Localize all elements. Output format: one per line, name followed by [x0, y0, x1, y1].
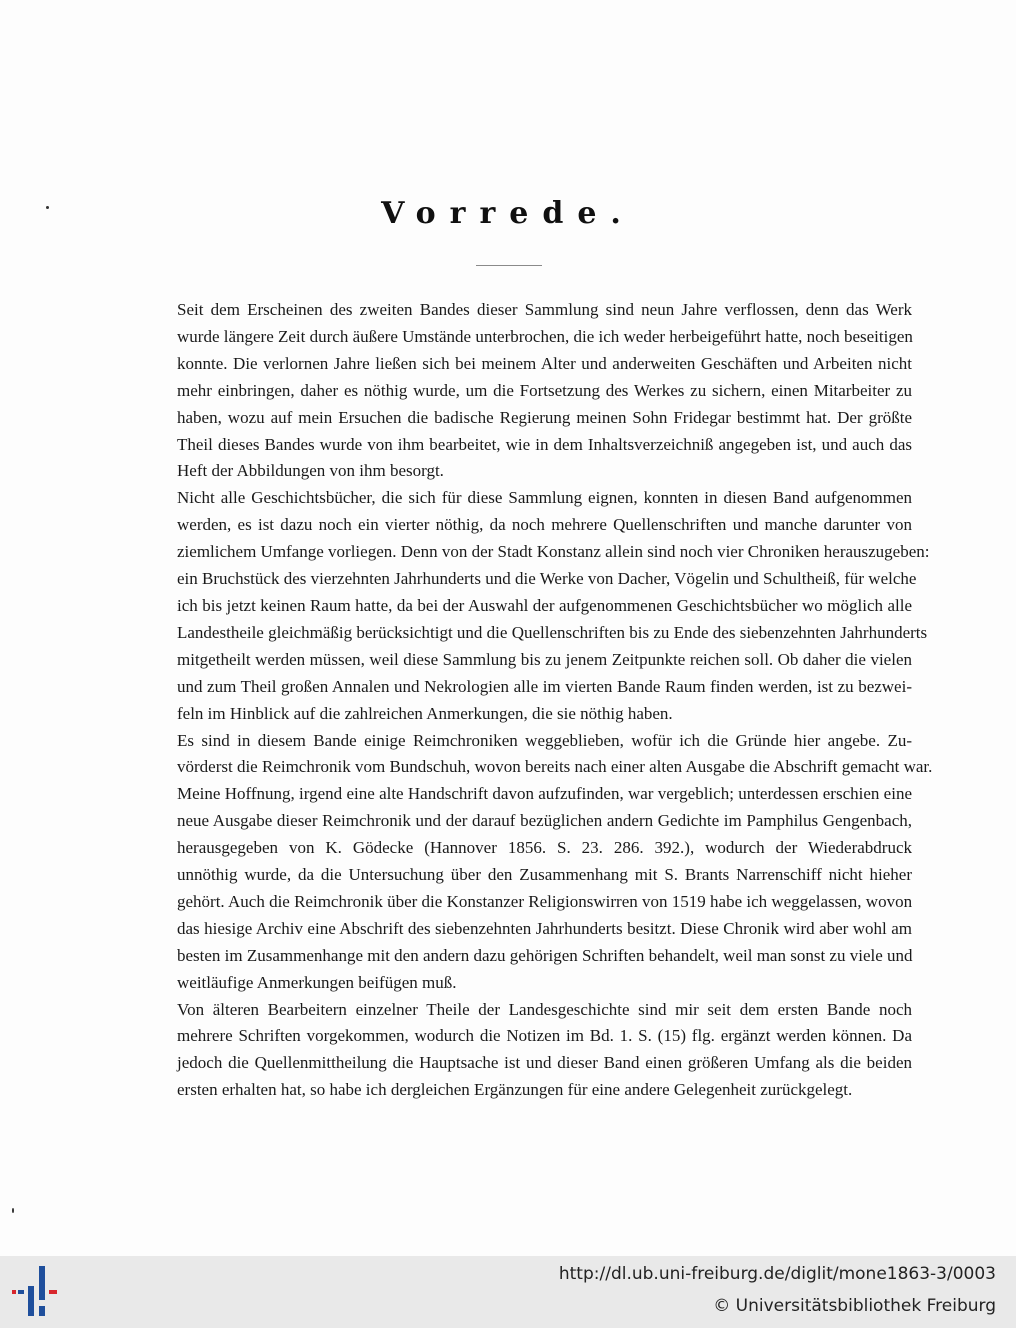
text-line: Meine Hoffnung, irgend eine alte Handschrift davon aufzufinden, war vergeblich; unterdessen erschien eine	[177, 784, 912, 804]
copyright-notice: © Universitätsbibliothek Freiburg	[713, 1296, 996, 1316]
paragraph	[144, 997, 912, 1105]
text-line: feln im Hinblick auf die zahlreichen Anmerkungen, die sie nöthig haben.	[177, 703, 673, 723]
text-line: das hiesige Archiv eine Abschrift des siebenzehnten Jahrhunderts besitzt. Diese Chronik wird aber wohl am	[177, 918, 912, 938]
text-line: wurde längere Zeit durch äußere Umstände unterbrochen, die ich weder herbeigeführt hatte, noch beseitigen	[177, 326, 913, 346]
text-line: werden, es ist dazu noch ein vierter nöthig, da noch mehrere Quellenschriften und manche darunter von	[177, 515, 912, 535]
text-line: mehrere Schriften vorgekommen, wodurch die Notizen im Bd. 1. S. (15) flg. ergänzt werden können. Da	[177, 1026, 912, 1046]
text-line: Heft der Abbildungen von ihm besorgt.	[177, 461, 444, 481]
text-line: unnöthig wurde, da die Untersuchung über den Zusammenhang mit S. Brants Narrenschiff nicht hieher	[177, 865, 912, 885]
text-line: besten im Zusammenhange mit den andern dazu gehörigen Schriften behandelt, weil man sonst zu viele und	[177, 945, 913, 965]
paragraph	[144, 485, 930, 727]
text-line: Theil dieses Bandes wurde von ihm bearbeitet, wie in dem Inhaltsverzeichniß angegeben ist, und auch das	[177, 434, 912, 454]
paragraph	[144, 297, 912, 485]
paragraph	[144, 728, 933, 997]
text-line: Von älteren Bearbeitern einzelner Theile der Landesgeschichte sind mir seit dem ersten Bande noch	[177, 999, 912, 1019]
text-line: weitläufige Anmerkungen beifügen muß.	[177, 972, 457, 992]
source-url-link[interactable]: http://dl.ub.uni-freiburg.de/diglit/mone1863-3/0003	[558, 1264, 996, 1284]
text-line: herausgegeben von K. Gödecke (Hannover 1856. S. 23. 286. 392.), wodurch der Wiederabdruck	[177, 838, 912, 858]
page-title: Vorrede.	[381, 196, 635, 231]
text-line: Nicht alle Geschichtsbücher, die sich für diese Sammlung eignen, konnten in diesen Band aufgenommen	[177, 488, 912, 508]
body-text	[144, 297, 933, 1104]
text-line: ziemlichem Umfange vorliegen. Denn von der Stadt Konstanz allein sind noch vier Chroniken herauszugeben:	[177, 542, 930, 562]
text-line: ein Bruchstück des vierzehnten Jahrhunderts und die Werke von Dacher, Vögelin und Schultheiß, für welche	[177, 569, 917, 589]
text-line: mitgetheilt werden müssen, weil diese Sammlung bis zu jenem Zeitpunkte reichen soll. Ob daher die vielen	[177, 649, 912, 669]
text-line: ersten erhalten hat, so habe ich dergleichen Ergänzungen für eine andere Gelegenheit zurückgelegt.	[177, 1080, 853, 1100]
footer-bar	[0, 1256, 1016, 1328]
text-line: konnte. Die verlornen Jahre ließen sich bei meinem Alter und anderweiten Geschäften und Arbeiten nicht	[177, 353, 912, 373]
scan-speck	[46, 206, 49, 209]
text-line: vörderst die Reimchronik vom Bundschuh, wovon bereits nach einer alten Ausgabe die Abschrift gemacht war.	[177, 757, 933, 777]
text-line: gehört. Auch die Reimchronik über die Konstanzer Religionswirren von 1519 habe ich weggelassen, wovon	[177, 891, 913, 911]
scan-speck	[12, 1208, 14, 1213]
text-line: Landestheile gleichmäßig berücksichtigt und die Quellenschriften bis zu Ende des siebenzehnten Jahrhunderts	[177, 622, 928, 642]
text-line: Seit dem Erscheinen des zweiten Bandes dieser Sammlung sind neun Jahre verflossen, denn das Werk	[177, 300, 912, 319]
ub-freiburg-logo-icon	[12, 1266, 66, 1318]
text-line: neue Ausgabe dieser Reimchronik und der darauf bezüglichen andern Gedichte im Pamphilus Gengenbach,	[177, 811, 912, 831]
text-line: mehr einbringen, daher es nöthig wurde, um die Fortsetzung des Werkes zu sichern, einen Mitarbeiter zu	[177, 380, 912, 400]
text-line: und zum Theil großen Annalen und Nekrologien alle im vierten Bande Raum finden werden, ist zu bezwei-	[177, 676, 912, 696]
text-line: Es sind in diesem Bande einige Reimchroniken weggeblieben, wofür ich die Gründe hier angebe. Zu-	[177, 730, 912, 750]
text-line: jedoch die Quellenmittheilung die Hauptsache ist und dieser Band einen größeren Umfang als die beiden	[177, 1053, 912, 1073]
text-line: haben, wozu auf mein Ersuchen die badische Regierung meinen Sohn Fridegar bestimmt hat. Der größte	[177, 407, 912, 427]
title-divider	[476, 265, 542, 266]
text-line: ich bis jetzt keinen Raum hatte, da bei der Auswahl der aufgenommenen Geschichtsbücher wo möglich alle	[177, 595, 912, 615]
